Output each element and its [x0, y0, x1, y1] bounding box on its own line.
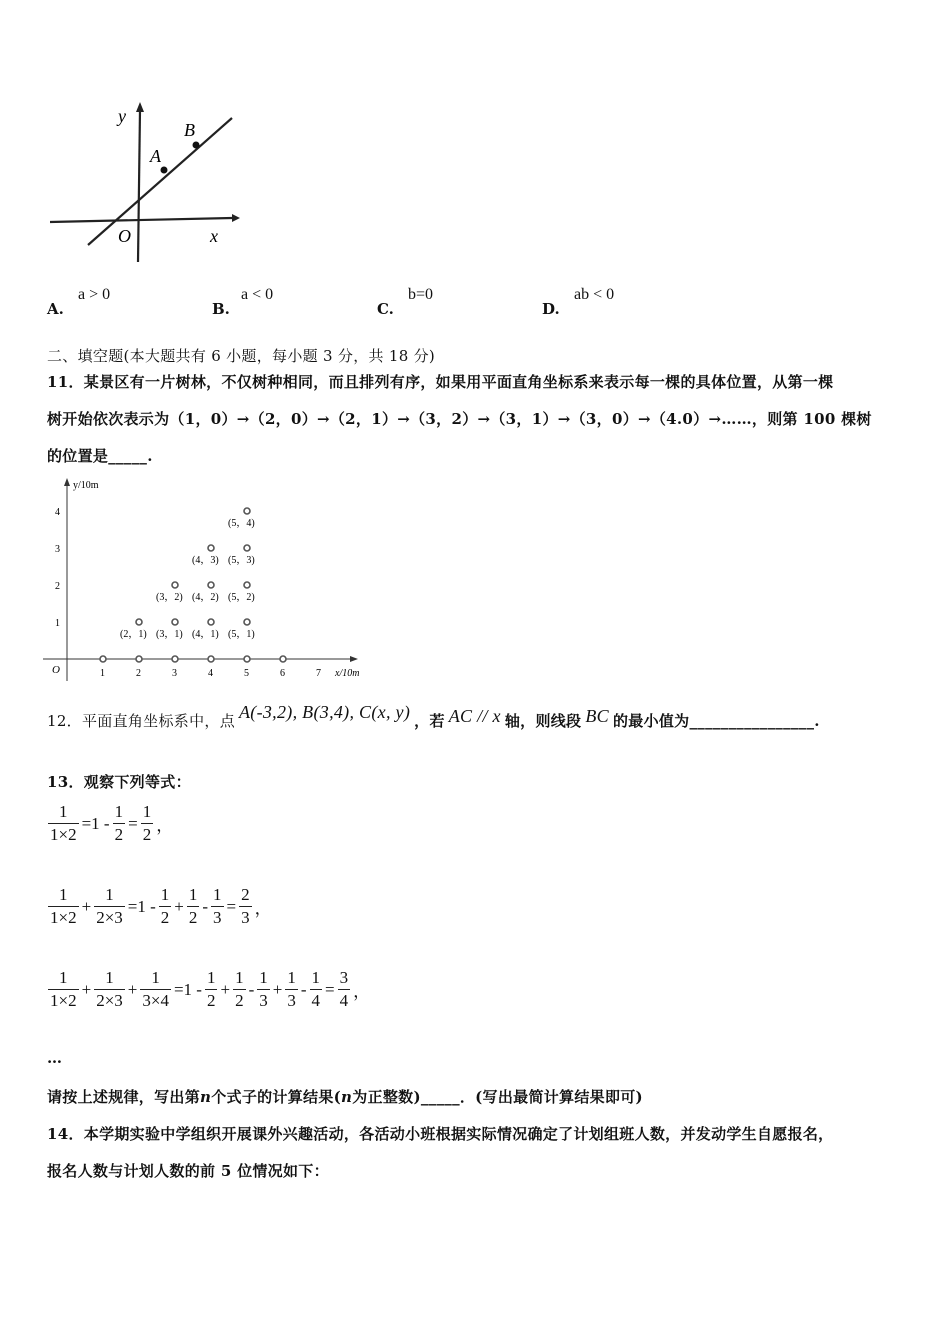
y-tick-label: 2	[55, 581, 60, 592]
tree-point-label: (2，1)	[120, 629, 147, 640]
tree-point-label: (4，3)	[192, 555, 219, 566]
tree-point	[208, 619, 214, 625]
tree-point-label: (4，1)	[192, 629, 219, 640]
axis-label-y: y	[118, 106, 126, 126]
q12-ac: AC // x	[448, 706, 501, 726]
option-c-value: b=0	[408, 286, 434, 303]
y-tick-label: 3	[55, 544, 60, 555]
tree-point-label: (3，1)	[156, 629, 183, 640]
tree-point	[208, 582, 214, 588]
y-axis-label: y/10m	[73, 480, 99, 491]
q11-line2: 树开始依次表示为（1，0）→（2，0）→（2，1）→（3，2）→（3，1）→（3，0）→（4.0）→……，则第 100 棵树	[47, 410, 872, 428]
option-b-letter: B.	[212, 300, 230, 318]
tree-point	[136, 656, 142, 662]
tree-point	[136, 619, 142, 625]
option-a-letter: A.	[47, 300, 64, 318]
y-axis-arrow	[64, 478, 70, 486]
q12-points: A(-3,2), B(3,4), C(x, y)	[239, 702, 411, 722]
option-a-value: a > 0	[78, 286, 111, 303]
tree-point-label: (4，2)	[192, 592, 219, 603]
point-a	[161, 167, 168, 174]
tree-point	[244, 582, 250, 588]
tree-position-plot	[40, 474, 370, 689]
tree-point	[280, 656, 286, 662]
y-tick-label: 4	[55, 507, 60, 518]
line-graph-figure	[50, 100, 250, 270]
q11-line3: 的位置是_____.	[47, 447, 153, 465]
q12-line	[47, 702, 820, 731]
q14-line2: 报名人数与计划人数的前 5 位情况如下：	[47, 1162, 329, 1180]
q14-line1: 14．本学期实验中学组织开展课外兴趣活动，各活动小班根据实际情况确定了计划组班人数，并发动学生自愿报名，	[47, 1125, 834, 1143]
q13-ellipsis: …	[47, 1049, 63, 1067]
q11-line1: 11．某景区有一片树林，不仅树种相同，而且排列有序，如果用平面直角坐标系来表示每一棵的具体位置，从第一棵	[47, 373, 834, 391]
q13-equation-3: $\frac{1}{1\times 2}$ + $\frac{1}{2\times 3}$ + $\frac{1}{3\times 4}$ =1 - $\frac{1}{2}$ + $\frac{1}{2}$ - $\frac{1}{3}$ + $\frac{1}{3}$ - $\frac{1}{4}$ = $\frac{3}{4}$ ，	[50, 968, 371, 1010]
q12-prefix: 12．平面直角坐标系中，点	[47, 712, 235, 730]
tree-point-label: (5，4)	[228, 518, 255, 529]
tree-point-label: (5，1)	[228, 629, 255, 640]
point-a-label: A	[150, 146, 161, 166]
option-d-letter: D.	[542, 300, 560, 318]
point-b-label: B	[184, 120, 195, 140]
x-axis-arrow	[350, 656, 358, 662]
q13-question: 请按上述规律，写出第n个式子的计算结果(n为正整数)_____．(写出最简计算结果即可)	[47, 1088, 643, 1106]
origin-label: O	[52, 664, 60, 676]
tree-point-label: (5，3)	[228, 555, 255, 566]
tree-point	[208, 656, 214, 662]
option-d-value: ab < 0	[574, 286, 615, 303]
y-tick-label: 1	[55, 618, 60, 629]
q12-suffix: 的最小值为________________.	[612, 712, 820, 730]
tree-point	[172, 619, 178, 625]
tree-point	[244, 619, 250, 625]
option-b-value: a < 0	[241, 286, 274, 303]
tree-point	[172, 656, 178, 662]
x-tick-label: 1	[100, 668, 105, 679]
x-tick-label: 5	[244, 668, 249, 679]
x-axis-label: x/10m	[335, 668, 360, 679]
tree-point	[244, 656, 250, 662]
tree-point	[244, 508, 250, 514]
section-title: 二、填空题(本大题共有 6 小题，每小题 3 分，共 18 分)	[47, 347, 436, 365]
x-tick-label: 2	[136, 668, 141, 679]
q13-title: 13．观察下列等式：	[47, 773, 191, 791]
q12-mid1: ，若	[414, 712, 445, 730]
x-tick-label: 7	[316, 668, 321, 679]
tree-point	[100, 656, 106, 662]
axis-label-x: x	[210, 226, 218, 246]
x-tick-label: 6	[280, 668, 285, 679]
tree-point	[208, 545, 214, 551]
q12-mid2: 轴，则线段	[504, 712, 582, 730]
tree-point	[244, 545, 250, 551]
tree-point-label: (3，2)	[156, 592, 183, 603]
option-c-letter: C.	[377, 300, 394, 318]
origin-label: O	[118, 226, 131, 246]
point-b	[193, 142, 200, 149]
x-tick-label: 3	[172, 668, 177, 679]
tree-point	[172, 582, 178, 588]
x-tick-label: 4	[208, 668, 213, 679]
tree-point-label: (5，2)	[228, 592, 255, 603]
q13-equation-1: $\frac{1}{1\times 2}$ =1 - $\frac{1}{2}$ = $\frac{1}{2}$ ，	[50, 802, 174, 844]
q13-equation-2: $\frac{1}{1\times 2}$ + $\frac{1}{2\times 3}$ =1 - $\frac{1}{2}$ + $\frac{1}{2}$ - $\frac{1}{3}$ = $\frac{2}{3}$ ，	[50, 885, 272, 927]
q12-bc: BC	[585, 706, 609, 726]
